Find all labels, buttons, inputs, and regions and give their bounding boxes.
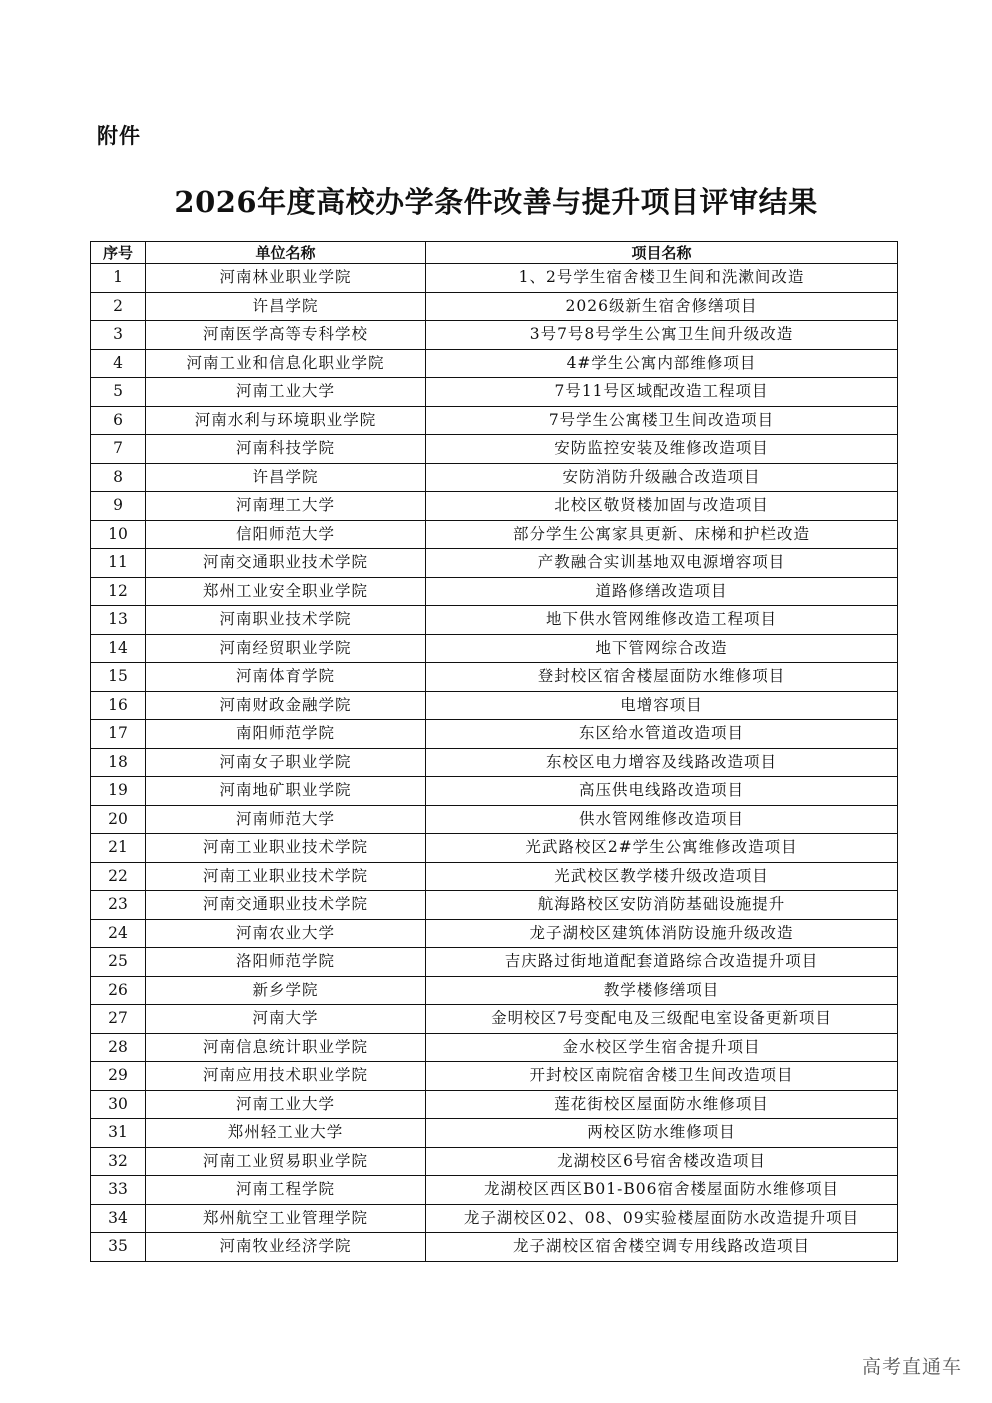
unit-name-cell: 郑州工业安全职业学院: [146, 577, 426, 606]
project-name-cell: 地下供水管网维修改造工程项目: [426, 606, 898, 635]
project-name-cell: 电增容项目: [426, 691, 898, 720]
row-index: 33: [91, 1176, 146, 1205]
table-row: [91, 777, 898, 806]
project-name-cell: 龙湖校区西区B01-B06宿舍楼屋面防水维修项目: [426, 1176, 898, 1205]
project-name-cell: 龙湖校区6号宿舍楼改造项目: [426, 1147, 898, 1176]
project-name-cell: 登封校区宿舍楼屋面防水维修项目: [426, 663, 898, 692]
unit-name-cell: 河南地矿职业学院: [146, 777, 426, 806]
row-index: 7: [91, 435, 146, 464]
unit-name-cell: 河南工业和信息化职业学院: [146, 349, 426, 378]
project-name-cell: 3号7号8号学生公寓卫生间升级改造: [426, 321, 898, 350]
table-row: [91, 919, 898, 948]
unit-name-cell: 河南工程学院: [146, 1176, 426, 1205]
row-index: 10: [91, 520, 146, 549]
table-row: [91, 834, 898, 863]
watermark-logo-text: 高考直通车: [861, 1356, 962, 1378]
row-index: 26: [91, 976, 146, 1005]
project-name-cell: 北校区敬贤楼加固与改造项目: [426, 492, 898, 521]
project-name-cell: 东区给水管道改造项目: [426, 720, 898, 749]
unit-name-cell: 河南经贸职业学院: [146, 634, 426, 663]
attachment-label: 附件: [97, 124, 141, 148]
unit-name-cell: 郑州航空工业管理学院: [146, 1204, 426, 1233]
results-table: [90, 241, 898, 1262]
unit-name-cell: 河南交通职业技术学院: [146, 549, 426, 578]
project-name-cell: 教学楼修缮项目: [426, 976, 898, 1005]
project-name-cell: 产教融合实训基地双电源增容项目: [426, 549, 898, 578]
table-row: [91, 1176, 898, 1205]
table-row: [91, 1204, 898, 1233]
unit-name-cell: 河南大学: [146, 1005, 426, 1034]
row-index: 8: [91, 463, 146, 492]
table-row: [91, 520, 898, 549]
table-row: [91, 1119, 898, 1148]
project-name-cell: 2026级新生宿舍修缮项目: [426, 292, 898, 321]
project-name-cell: 安防监控安装及维修改造项目: [426, 435, 898, 464]
row-index: 14: [91, 634, 146, 663]
project-name-cell: 金水校区学生宿舍提升项目: [426, 1033, 898, 1062]
row-index: 35: [91, 1233, 146, 1262]
row-index: 29: [91, 1062, 146, 1091]
row-index: 30: [91, 1090, 146, 1119]
table-row: [91, 634, 898, 663]
row-index: 9: [91, 492, 146, 521]
row-index: 27: [91, 1005, 146, 1034]
unit-name-cell: 河南工业贸易职业学院: [146, 1147, 426, 1176]
project-name-cell: 7号11号区域配改造工程项目: [426, 378, 898, 407]
table-header: [91, 242, 898, 264]
row-index: 5: [91, 378, 146, 407]
row-index: 21: [91, 834, 146, 863]
project-name-cell: 东校区电力增容及线路改造项目: [426, 748, 898, 777]
row-index: 34: [91, 1204, 146, 1233]
project-name-cell: 供水管网维修改造项目: [426, 805, 898, 834]
table-row: [91, 1090, 898, 1119]
project-name-cell: 道路修缮改造项目: [426, 577, 898, 606]
table-row: [91, 748, 898, 777]
unit-name-cell: 新乡学院: [146, 976, 426, 1005]
project-name-cell: 高压供电线路改造项目: [426, 777, 898, 806]
project-name-cell: 1、2号学生宿舍楼卫生间和洗漱间改造: [426, 264, 898, 293]
unit-name-cell: 河南牧业经济学院: [146, 1233, 426, 1262]
project-name-cell: 安防消防升级融合改造项目: [426, 463, 898, 492]
unit-name-cell: 河南农业大学: [146, 919, 426, 948]
unit-name-cell: 河南应用技术职业学院: [146, 1062, 426, 1091]
table-row: [91, 1233, 898, 1262]
project-name-cell: 开封校区南院宿舍楼卫生间改造项目: [426, 1062, 898, 1091]
row-index: 3: [91, 321, 146, 350]
project-name-cell: 7号学生公寓楼卫生间改造项目: [426, 406, 898, 435]
header-index: 序号: [91, 242, 146, 264]
row-index: 25: [91, 948, 146, 977]
row-index: 23: [91, 891, 146, 920]
unit-name-cell: 许昌学院: [146, 292, 426, 321]
row-index: 20: [91, 805, 146, 834]
unit-name-cell: 河南科技学院: [146, 435, 426, 464]
unit-name-cell: 河南财政金融学院: [146, 691, 426, 720]
table-header-row: [91, 242, 898, 264]
project-name-cell: 航海路校区安防消防基础设施提升: [426, 891, 898, 920]
unit-name-cell: 河南信息统计职业学院: [146, 1033, 426, 1062]
table-row: [91, 1062, 898, 1091]
table-row: [91, 862, 898, 891]
table-row: [91, 378, 898, 407]
unit-name-cell: 河南工业大学: [146, 1090, 426, 1119]
table-row: [91, 1033, 898, 1062]
table-row: [91, 549, 898, 578]
project-name-cell: 地下管网综合改造: [426, 634, 898, 663]
table-row: [91, 663, 898, 692]
table-row: [91, 292, 898, 321]
unit-name-cell: 河南交通职业技术学院: [146, 891, 426, 920]
unit-name-cell: 南阳师范学院: [146, 720, 426, 749]
unit-name-cell: 洛阳师范学院: [146, 948, 426, 977]
project-name-cell: 龙子湖校区建筑体消防设施升级改造: [426, 919, 898, 948]
row-index: 16: [91, 691, 146, 720]
table-row: [91, 264, 898, 293]
row-index: 15: [91, 663, 146, 692]
row-index: 31: [91, 1119, 146, 1148]
project-name-cell: 莲花街校区屋面防水维修项目: [426, 1090, 898, 1119]
table-row: [91, 463, 898, 492]
unit-name-cell: 河南女子职业学院: [146, 748, 426, 777]
project-name-cell: 吉庆路过街地道配套道路综合改造提升项目: [426, 948, 898, 977]
table-row: [91, 1147, 898, 1176]
row-index: 6: [91, 406, 146, 435]
row-index: 32: [91, 1147, 146, 1176]
project-name-cell: 金明校区7号变配电及三级配电室设备更新项目: [426, 1005, 898, 1034]
table-body: [91, 264, 898, 1262]
unit-name-cell: 许昌学院: [146, 463, 426, 492]
table-row: [91, 577, 898, 606]
project-name-cell: 4#学生公寓内部维修项目: [426, 349, 898, 378]
row-index: 17: [91, 720, 146, 749]
row-index: 18: [91, 748, 146, 777]
row-index: 13: [91, 606, 146, 635]
unit-name-cell: 信阳师范大学: [146, 520, 426, 549]
unit-name-cell: 郑州轻工业大学: [146, 1119, 426, 1148]
unit-name-cell: 河南工业职业技术学院: [146, 834, 426, 863]
header-project-name: 项目名称: [426, 242, 898, 264]
project-name-cell: 两校区防水维修项目: [426, 1119, 898, 1148]
unit-name-cell: 河南师范大学: [146, 805, 426, 834]
unit-name-cell: 河南工业大学: [146, 378, 426, 407]
table-row: [91, 976, 898, 1005]
row-index: 1: [91, 264, 146, 293]
project-name-cell: 龙子湖校区宿舍楼空调专用线路改造项目: [426, 1233, 898, 1262]
project-name-cell: 部分学生公寓家具更新、床梯和护栏改造: [426, 520, 898, 549]
unit-name-cell: 河南医学高等专科学校: [146, 321, 426, 350]
unit-name-cell: 河南工业职业技术学院: [146, 862, 426, 891]
table-row: [91, 349, 898, 378]
page-title: 2026年度高校办学条件改善与提升项目评审结果: [174, 185, 818, 219]
project-name-cell: 光武路校区2#学生公寓维修改造项目: [426, 834, 898, 863]
table-row: [91, 435, 898, 464]
row-index: 4: [91, 349, 146, 378]
row-index: 28: [91, 1033, 146, 1062]
table-row: [91, 406, 898, 435]
row-index: 12: [91, 577, 146, 606]
row-index: 19: [91, 777, 146, 806]
table-row: [91, 720, 898, 749]
unit-name-cell: 河南理工大学: [146, 492, 426, 521]
table-row: [91, 948, 898, 977]
table-row: [91, 891, 898, 920]
row-index: 22: [91, 862, 146, 891]
table-row: [91, 606, 898, 635]
table-row: [91, 805, 898, 834]
table-row: [91, 492, 898, 521]
unit-name-cell: 河南职业技术学院: [146, 606, 426, 635]
table-row: [91, 321, 898, 350]
unit-name-cell: 河南水利与环境职业学院: [146, 406, 426, 435]
row-index: 11: [91, 549, 146, 578]
row-index: 2: [91, 292, 146, 321]
project-name-cell: 光武校区教学楼升级改造项目: [426, 862, 898, 891]
header-unit-name: 单位名称: [146, 242, 426, 264]
row-index: 24: [91, 919, 146, 948]
project-name-cell: 龙子湖校区02、08、09实验楼屋面防水改造提升项目: [426, 1204, 898, 1233]
table-row: [91, 1005, 898, 1034]
unit-name-cell: 河南体育学院: [146, 663, 426, 692]
table-row: [91, 691, 898, 720]
unit-name-cell: 河南林业职业学院: [146, 264, 426, 293]
